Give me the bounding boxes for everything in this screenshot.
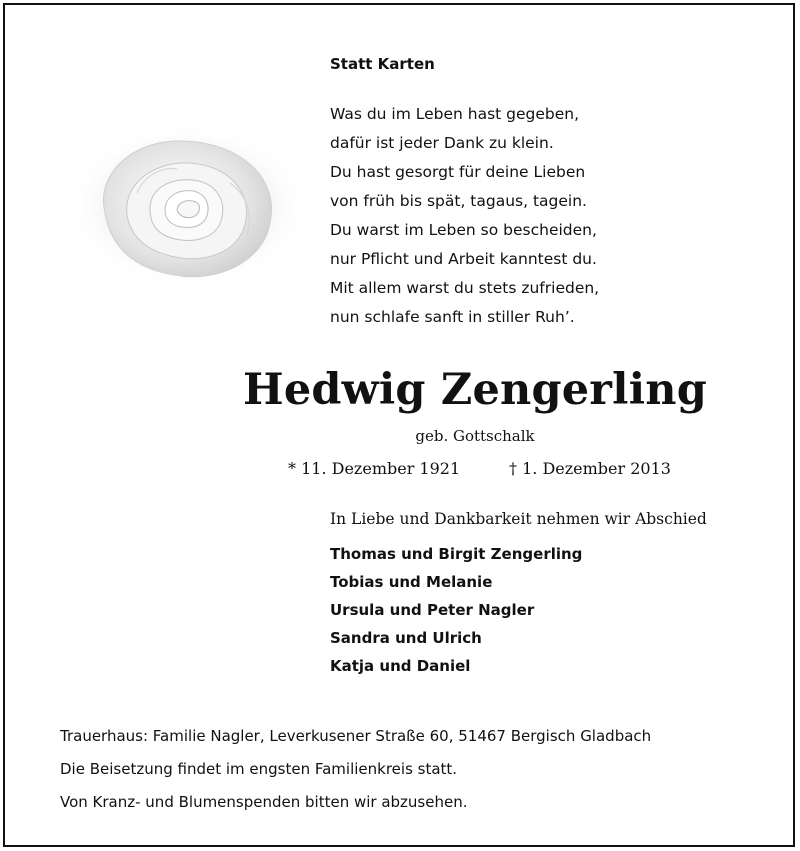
poem-line: Du hast gesorgt für deine Lieben	[330, 163, 586, 181]
rose-image	[65, 123, 311, 289]
footer-line: Trauerhaus: Familie Nagler, Leverkusener Straße 60, 51467 Bergisch Gladbach	[60, 727, 652, 745]
maiden-name: geb. Gottschalk	[415, 427, 535, 445]
poem-line: Mit allem warst du stets zufrieden,	[330, 279, 600, 297]
mourner-name: Tobias und Melanie	[330, 573, 493, 591]
obituary-notice	[3, 3, 795, 847]
mourner-name: Ursula und Peter Nagler	[330, 601, 535, 619]
mourner-name: Sandra und Ulrich	[330, 629, 482, 647]
header-text: Statt Karten	[330, 55, 435, 73]
poem	[330, 100, 599, 332]
mourner-name: Thomas und Birgit Zengerling	[330, 545, 583, 563]
birth-date: * 11. Dezember 1921	[288, 459, 461, 478]
mourners-list	[330, 540, 582, 680]
deceased-name: Hedwig Zengerling	[243, 365, 707, 415]
poem-line: Du warst im Leben so bescheiden,	[330, 221, 597, 239]
poem-line: dafür ist jeder Dank zu klein.	[330, 134, 554, 152]
poem-line: nur Pflicht und Arbeit kanntest du.	[330, 250, 597, 268]
footer-info	[60, 720, 651, 819]
death-date: † 1. Dezember 2013	[509, 459, 671, 478]
poem-line: nun schlafe sanft in stiller Ruh’.	[330, 308, 575, 326]
poem-line: Was du im Leben hast gegeben,	[330, 105, 580, 123]
footer-line: Von Kranz- und Blumenspenden bitten wir abzusehen.	[60, 793, 468, 811]
farewell-line: In Liebe und Dankbarkeit nehmen wir Abschied	[330, 510, 707, 528]
mourner-name: Katja und Daniel	[330, 657, 471, 675]
poem-line: von früh bis spät, tagaus, tagein.	[330, 192, 587, 210]
footer-line: Die Beisetzung findet im engsten Familienkreis statt.	[60, 760, 458, 778]
